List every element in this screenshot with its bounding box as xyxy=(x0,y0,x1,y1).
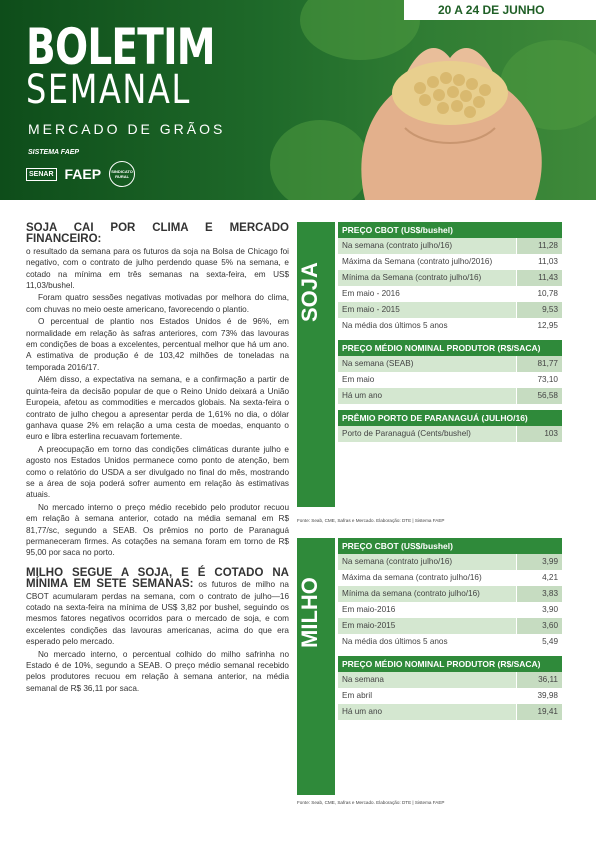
senar-logo: SENAR xyxy=(26,168,57,181)
soybean-hands-image xyxy=(345,18,555,200)
table-row xyxy=(338,426,562,442)
table-row xyxy=(338,356,562,372)
paragraph: o resultado da semana para os futuros da soja na Bolsa de Chicago foi negativo, com o contrato de julho perdendo quase 5% na semana, e cotado na mínima em três semanas na sexta-feira, em US$ 11,03/bushel. xyxy=(26,246,289,291)
soja-label: SOJA xyxy=(297,262,322,322)
table-header: PRÊMIO PORTO DE PARANAGUÁ (JULHO/16) xyxy=(338,410,562,426)
row-value: 11,03 xyxy=(516,254,562,270)
table-row xyxy=(338,238,562,254)
row-label: Mínima da Semana (contrato julho/16) xyxy=(338,270,516,286)
row-value: 39,98 xyxy=(516,688,562,704)
table-row xyxy=(338,618,562,634)
row-value: 3,83 xyxy=(516,586,562,602)
row-label: Mínima da semana (contrato julho/16) xyxy=(338,586,516,602)
subtitle: MERCADO DE GRÃOS xyxy=(28,121,226,137)
source-note: Fonte: Seab, CME, Safras e Mercado. Elaboração: DTE | Sistema FAEP xyxy=(297,800,445,805)
table-row xyxy=(338,688,562,704)
row-value: 5,49 xyxy=(516,634,562,650)
article-body xyxy=(26,223,289,695)
paragraph: Além disso, a expectativa na semana, e a confirmação a partir de quinta-feira da decisão popular de que o Reino Unido deixará a União Europeia, afetou as commodities e mercados globais. Na sexta-feira o contrato de julho chegou a apresentar perda de 1,61% no dia, o dólar ganhava quase 2% em relação a uma cesta de moedas, enquanto o euro e libra esterlina recuavam fortemente. xyxy=(26,375,289,442)
row-label: Em maio - 2016 xyxy=(338,286,516,302)
row-value: 36,11 xyxy=(516,672,562,688)
table-header: PREÇO CBOT (US$/bushel) xyxy=(338,538,562,554)
row-label: Em maio xyxy=(338,372,516,388)
row-value: 11,43 xyxy=(516,270,562,286)
row-label: Em maio-2016 xyxy=(338,602,516,618)
row-value: 73,10 xyxy=(516,372,562,388)
row-label: Em maio-2015 xyxy=(338,618,516,634)
sindicato-logo: SINDICATO RURAL xyxy=(109,161,135,187)
row-value: 19,41 xyxy=(516,704,562,720)
row-label: Na semana xyxy=(338,672,516,688)
row-label: Há um ano xyxy=(338,388,516,404)
table-row xyxy=(338,388,562,404)
row-value: 81,77 xyxy=(516,356,562,372)
row-value: 10,78 xyxy=(516,286,562,302)
row-label: Em maio - 2015 xyxy=(338,302,516,318)
table-row xyxy=(338,286,562,302)
row-label: Em abril xyxy=(338,688,516,704)
table-row xyxy=(338,586,562,602)
table-row xyxy=(338,570,562,586)
row-value: 56,58 xyxy=(516,388,562,404)
milho-tables xyxy=(338,538,562,720)
row-label: Máxima da Semana (contrato julho/2016) xyxy=(338,254,516,270)
milho-label: MILHO xyxy=(297,577,322,649)
title-semanal: SEMANAL xyxy=(26,67,191,113)
date-range: 20 A 24 DE JUNHO xyxy=(404,0,596,20)
table-row xyxy=(338,302,562,318)
paragraph: No mercado interno, o percentual colhido do milho safrinha no Estado é de 10%, segundo a SEAB. O preço médio semanal recebido pelos produtores recuou em relação à semana anterior, na média semanal de R$ 36,11 por saca. xyxy=(26,649,289,693)
row-value: 103 xyxy=(516,426,562,442)
soja-sidebar xyxy=(297,222,335,507)
row-value: 9,53 xyxy=(516,302,562,318)
row-label: Na semana (SEAB) xyxy=(338,356,516,372)
table-row xyxy=(338,672,562,688)
paragraph: Foram quatro sessões negativas motivadas por melhora do clima, com chuvas no meio oeste americano, favorecendo o plantio. xyxy=(26,293,289,314)
table-header: PREÇO CBOT (US$/bushel) xyxy=(338,222,562,238)
table-row xyxy=(338,704,562,720)
logos xyxy=(26,160,135,188)
milho-sidebar xyxy=(297,538,335,795)
header-banner xyxy=(0,0,596,200)
heading-milho: MILHO SEGUE A SOJA, E É COTADO NA MÍNIMA EM SETE SEMANAS: xyxy=(26,566,289,591)
row-label: Máxima da semana (contrato julho/16) xyxy=(338,570,516,586)
row-value: 12,95 xyxy=(516,318,562,334)
table-row xyxy=(338,270,562,286)
row-label: Na média dos últimos 5 anos xyxy=(338,318,516,334)
row-value: 3,60 xyxy=(516,618,562,634)
row-label: Na semana (contrato julho/16) xyxy=(338,238,516,254)
milho-panel xyxy=(297,538,562,795)
source-note: Fonte: Seab, CME, Safras e Mercado. Elaboração: DTE | Sistema FAEP xyxy=(297,518,445,523)
row-value: 4,21 xyxy=(516,570,562,586)
paragraph: O percentual de plantio nos Estados Unidos é de 96%, em normalidade em relação às safras anteriores, com 73% das lavouras em condições de boas a excelentes, percentual melhor que há um ano. A estimativa de produção é de 103,42 milhões de toneladas na temporada 2016/17. xyxy=(26,317,289,372)
table-row xyxy=(338,254,562,270)
row-label: Na semana (contrato julho/16) xyxy=(338,554,516,570)
table-row xyxy=(338,634,562,650)
paragraph: os futuros de milho na CBOT acumularam perdas na semana, com o contrato de julho—16 cotado na sexta-feira na mínima de US$ 3,82 por bushel, seguindo os mesmos fatores negativos ocorridos para o mercado de soja, e com excelentes condições das lavouras americanas, acima do que era esperado pelo mercado. xyxy=(26,580,289,647)
soja-panel xyxy=(297,222,562,507)
system-label: SISTEMA FAEP xyxy=(28,149,80,156)
table-row xyxy=(338,372,562,388)
row-value: 11,28 xyxy=(516,238,562,254)
paragraph: No mercado interno o preço médio recebido pelo produtor recuou em relação à semana anterior, cotado na média semanal em R$ 81,77/sc, segundo a SEAB. Os prêmios no porto de Paranaguá permaneceram firmes. As cotações na semana foram em torno de R$ 95,00 por saca no porto. xyxy=(26,502,289,558)
paragraph: A preocupação em torno das condições climáticas durante julho e agosto nos Estados Unidos permanece como ponto de atenção, bem como o relatório do USDA a ser divulgado no final do mês, mostrando se a área de soja poderá sofrer aumento em relação às estimativas atuais. xyxy=(26,444,289,500)
row-label: Na média dos últimos 5 anos xyxy=(338,634,516,650)
table-row xyxy=(338,554,562,570)
table-row xyxy=(338,318,562,334)
faep-logo: FAEP xyxy=(64,166,102,182)
table-row xyxy=(338,602,562,618)
row-label: Há um ano xyxy=(338,704,516,720)
soja-tables xyxy=(338,222,562,442)
title-boletim: BOLETIM xyxy=(26,18,215,76)
table-header: PREÇO MÉDIO NOMINAL PRODUTOR (R$/SACA) xyxy=(338,656,562,672)
table-header: PREÇO MÉDIO NOMINAL PRODUTOR (R$/SACA) xyxy=(338,340,562,356)
heading-soja: SOJA CAI POR CLIMA E MERCADO FINANCEIRO: xyxy=(26,222,289,246)
row-value: 3,99 xyxy=(516,554,562,570)
row-label: Porto de Paranaguá (Cents/bushel) xyxy=(338,426,516,442)
row-value: 3,90 xyxy=(516,602,562,618)
